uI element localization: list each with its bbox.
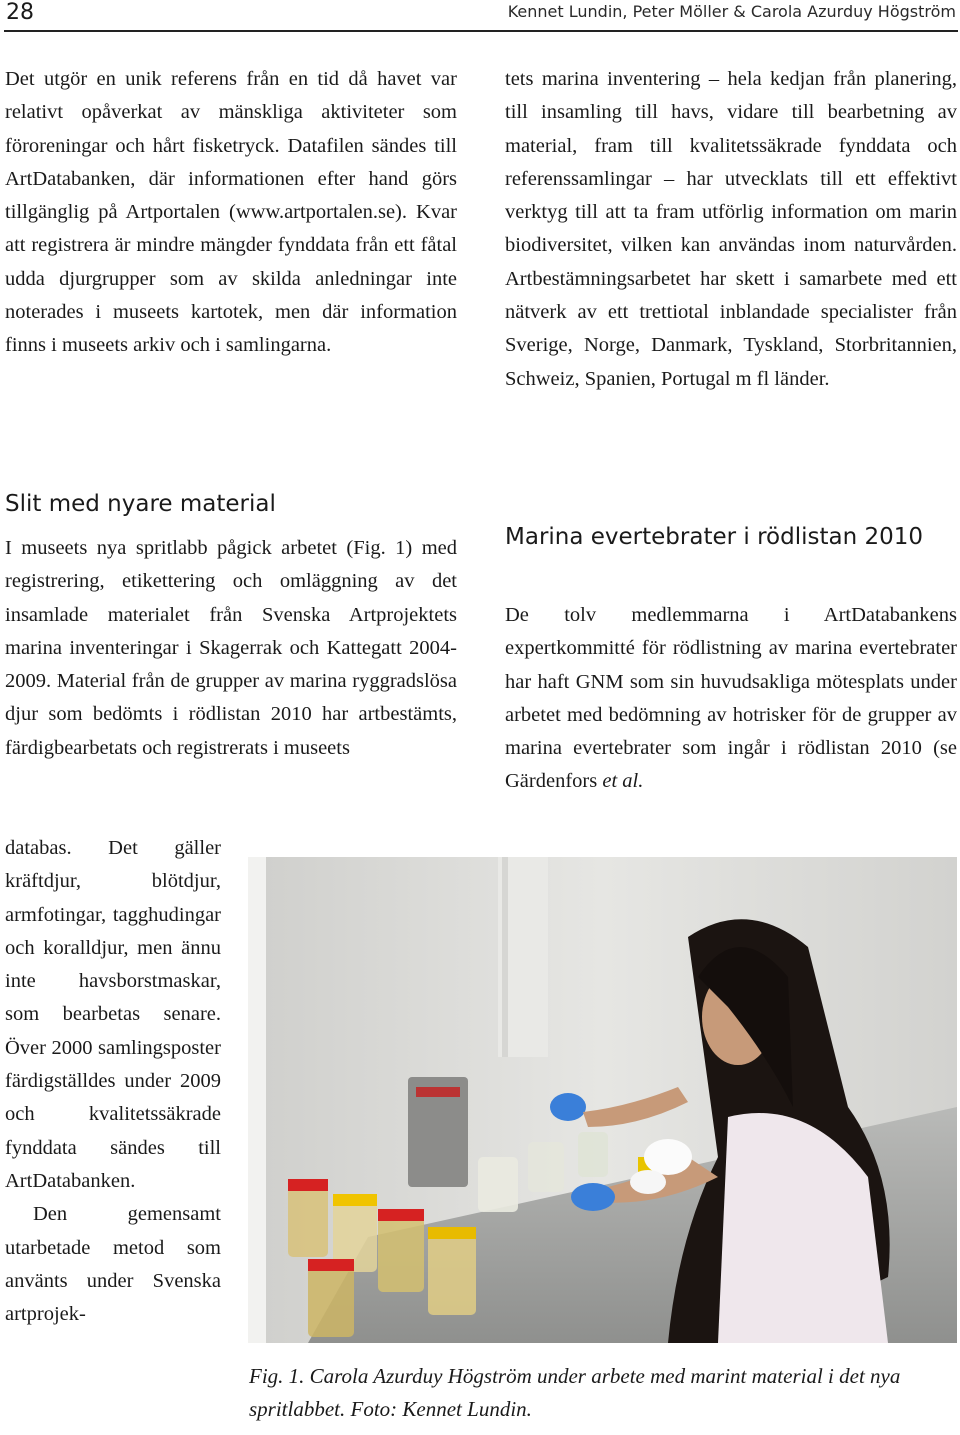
body-paragraph: Det utgör en unik referens från en tid då havet var relativt opåverkat av mänskliga aktiviteter som föroreningar och hårt fisketryck. Datafilen sändes till ArtDatabanken, där informationen efter hand görs tillgänglig på Artportalen (www.artportalen.se). Kvar att registrera är mindre mängder fynddata från ett fåtal udda djurgrupper som av skilda anledningar inte noterades i museets kartotek, men där information finns i museets arkiv och i samlingarna. [5,68,457,357]
left-narrow-column [5,832,221,1331]
left-wall-panel [248,857,266,1343]
body-paragraph [505,599,957,799]
header-rule [4,30,958,32]
section-heading-marina: Marina evertebrater i rödlistan 2010 [505,524,924,550]
left-column-paragraph-2 [5,532,457,765]
right-column-paragraph-2 [505,599,957,799]
body-paragraph: databas. Det gäller kräftdjur, blötdjur, armfotingar, tagghudingar och koralldjur, men ännu inte havsborstmaskar, som bearbetas senare. Över 2000 samlingsposter färdigställdes under 2009 och kvalitetssäkrade fynddata sändes till ArtDatabanken. [5,837,221,1192]
left-column-paragraph-1 [5,63,457,363]
section-heading-slit: Slit med nyare material [5,491,276,517]
page-header [0,0,960,32]
body-paragraph: tets marina inventering – hela kedjan från planering, till insamling till havs, vidare till bearbetning av material, fram till kvalitetssäkrade fynddata och referenssamlingar – har utvecklats till ett effektivt verktyg till att ta fram utförlig information om marin biodiversitet, vilken kan användas inom naturvården. Artbestämningsarbetet har skett i samarbete med ett nätverk av ett trettiotal inblandade specialister från Sverige, Norge, Danmark, Tyskland, Storbritannien, Schweiz, Spanien, Portugal m fl länder. [505,68,957,390]
cotton [644,1139,692,1175]
body-paragraph: I museets nya spritlabb pågick arbetet (Fig. 1) med registrering, etikettering och omläggning av det insamlade materialet från Svenska Artprojektets marina inventeringar i Skagerrak och Kattegatt 2004-2009. Material från de grupper av marina ryggradslösa djur som bedömts i rödlistan 2010 har artbestämts, färdigbearbetats och registrerats i museets [5,537,457,759]
paragraph-text: De tolv medlemmarna i ArtDatabankens expertkommitté för rödlistning av marina evertebrater har haft GNM som sin huvudsakliga mötesplats under arbetet med bedömning av hotrisker för de grupper av marina evertebrater som ingår i rödlistan 2010 (se Gärdenfors [505,604,957,793]
right-column-paragraph-1 [505,63,957,396]
figure-caption: Fig. 1. Carola Azurduy Högström under arbete med marint material i det nya spritlabbet. Foto: Kennet Lundin. [249,1364,901,1421]
italic-et-al: et al. [602,770,644,793]
body-paragraph: Den gemensamt utarbetade metod som använts under Svenska artprojek- [5,1203,221,1326]
page-number: 28 [6,0,34,25]
lab-photo [248,857,957,1343]
running-header-authors: Kennet Lundin, Peter Möller & Carola Azurduy Högström [507,2,956,21]
lab-scene-illustration [248,857,957,1343]
